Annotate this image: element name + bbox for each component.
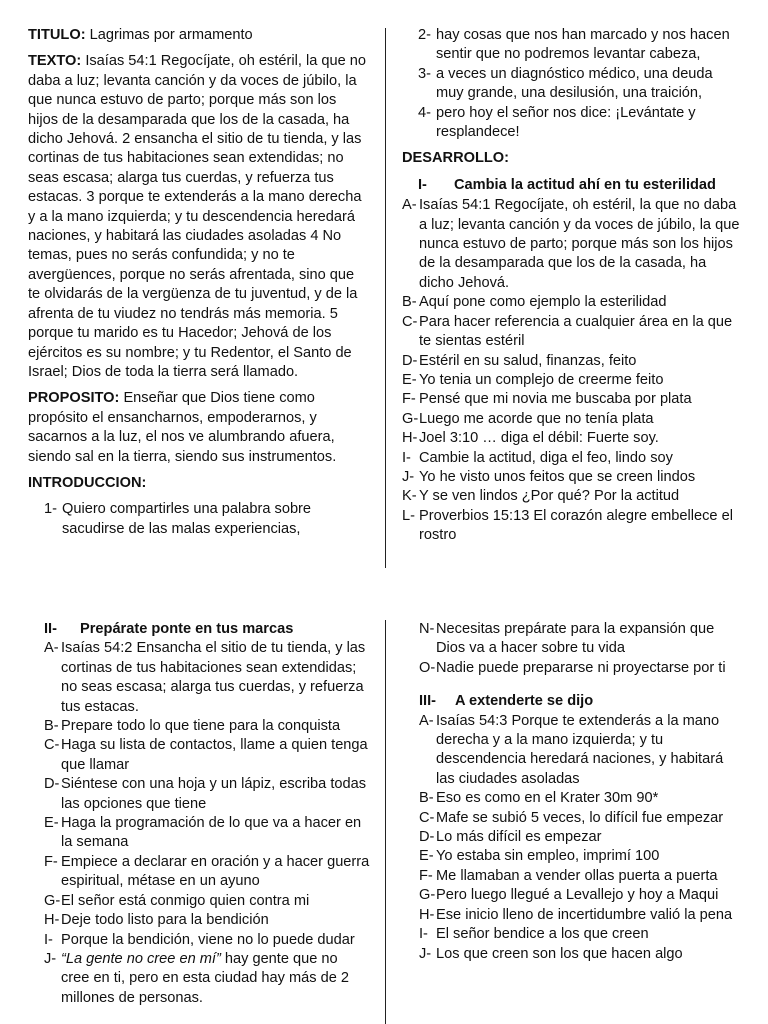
texto-label: TEXTO: xyxy=(28,53,82,70)
section-1-list xyxy=(402,196,742,545)
list-marker: B- xyxy=(419,790,434,807)
list-text: Pero luego llegué a Levallejo y hoy a Maqui xyxy=(436,887,719,904)
list-item xyxy=(44,639,370,717)
list-text: Me llamaban a vender ollas puerta a puerta xyxy=(436,867,718,884)
list-marker: N- xyxy=(419,621,435,637)
list-marker: G- xyxy=(44,892,61,909)
list-marker: K- xyxy=(402,488,417,505)
section-2-heading xyxy=(44,620,370,639)
column-divider-bottom xyxy=(385,620,386,1024)
list-text-rest: hay gente que no cree en ti, pero en esta ciudad hay más de 2 millones de personas. xyxy=(61,950,349,1006)
list-item xyxy=(402,196,742,293)
section-2-marker: II- xyxy=(44,621,57,637)
intro-list-continued xyxy=(402,26,742,142)
list-item xyxy=(44,931,370,950)
list-text: Nadie puede prepararse ni proyectarse por ti xyxy=(436,659,726,676)
list-text: Yo tenia un complejo de creerme feito xyxy=(419,371,664,388)
list-text: a veces un diagnóstico médico, una deuda muy grande, una desilusión, una traición, xyxy=(436,65,713,102)
list-text: Lo más difícil es empezar xyxy=(436,829,602,846)
section-3-heading xyxy=(419,692,742,711)
list-text: Mafe se subió 5 veces, lo difícil fue empezar xyxy=(436,809,724,826)
list-text: Siéntese con una hoja y un lápiz, escriba todas las opciones que tiene xyxy=(61,776,367,812)
list-item xyxy=(402,293,742,312)
list-text: Haga la programación de lo que va a hacer en la semana xyxy=(61,815,362,851)
list-text: pero hoy el señor nos dice: ¡Levántate y resplandece! xyxy=(436,104,696,141)
list-marker: 2- xyxy=(418,27,431,43)
list-marker: F- xyxy=(44,853,58,870)
list-item xyxy=(402,429,742,448)
list-marker: 3- xyxy=(418,65,431,82)
list-item xyxy=(402,390,742,409)
list-item xyxy=(419,847,742,866)
list-text: Empiece a declarar en oración y a hacer guerra espiritual, métase en un ayuno xyxy=(61,853,370,890)
list-text: Porque la bendición, viene no lo puede dudar xyxy=(61,931,355,948)
list-marker: I- xyxy=(44,931,53,948)
section-2-list-continued xyxy=(419,620,742,678)
list-marker: C- xyxy=(419,809,435,826)
list-text: Isaías 54:3 Porque te extenderás a la mano derecha y a la mano izquierda; y tu descendencia heredará naciones, y habitará las ciudades asoladas xyxy=(436,712,724,787)
list-text: Estéril en su salud, finanzas, feito xyxy=(419,352,637,369)
list-marker: I- xyxy=(402,449,411,466)
list-item xyxy=(419,659,742,678)
bottom-right-column xyxy=(419,620,742,964)
list-text: Necesitas prepárate para la expansión que Dios va a hacer sobre tu vida xyxy=(436,621,715,657)
top-left-column xyxy=(28,26,370,539)
list-item xyxy=(419,906,742,925)
list-text: Quiero compartirles una palabra sobre sacudirse de las malas experiencias, xyxy=(62,501,312,537)
list-text: Eso es como en el Krater 30m 90* xyxy=(436,790,659,807)
list-text xyxy=(61,950,370,1008)
list-item xyxy=(419,828,742,847)
list-item xyxy=(419,886,742,905)
list-item xyxy=(419,620,742,659)
list-text: Aquí pone como ejemplo la esterilidad xyxy=(419,294,667,311)
list-item xyxy=(402,507,742,546)
list-marker: H- xyxy=(402,430,418,447)
list-item xyxy=(419,945,742,964)
list-item xyxy=(402,313,742,352)
titulo-text: Lagrimas por armamento xyxy=(89,27,253,43)
list-marker: D- xyxy=(402,352,418,369)
list-marker: A- xyxy=(44,640,59,657)
list-item xyxy=(402,410,742,429)
list-marker: D- xyxy=(44,776,60,793)
list-marker: G- xyxy=(419,887,436,904)
list-marker: L- xyxy=(402,507,415,524)
list-marker: D- xyxy=(419,829,435,846)
list-text: Isaías 54:1 Regocíjate, oh estéril, la que no daba a luz; levanta canción y da voces de júbilo, la que nunca estuvo de parto; porque más son los hijos de la desamparada que los de la casada, ha dicho Jehová. xyxy=(419,197,740,291)
list-item xyxy=(402,352,742,371)
texto-text: Isaías 54:1 Regocíjate, oh estéril, la que no daba a luz; levanta canción y da voces de júbilo, la que nunca estuvo de parto; porque más son los hijos de la desamparada que los de la casada, ha dicho Jehová. 2 ensancha el sitio de tu tienda, y las cortinas de tus habitaciones sean extendidas; no seas escasa; alarga tus cuerdas, y refuerza tus estacas. 3 porque te extenderás a la mano derecha y a la mano izquierda; y tu descendencia heredará naciones, y habitará las ciudades asoladas 4 No temas, pues no serás confundida; y no te avergüences, porque no serás afrentada, sino que te olvidarás de la vergüenza de tu juventud, y de la afrenta de tu viudez no tendrás más memoria. 5 porque tu marido es tu Hacedor; Jehová de los ejércitos es su nombre; y tu Redentor, el Santo de Israel; Dios de toda la tierra será llamado. xyxy=(28,53,367,380)
list-text: Haga su lista de contactos, llame a quien tenga que llamar xyxy=(61,737,368,773)
list-item xyxy=(418,104,742,143)
list-text: Y se ven lindos ¿Por qué? Por la actitud xyxy=(419,488,680,505)
list-item xyxy=(44,500,370,539)
list-item xyxy=(402,371,742,390)
list-item xyxy=(402,468,742,487)
list-item xyxy=(419,867,742,886)
list-item xyxy=(419,925,742,944)
list-text: Proverbios 15:13 El corazón alegre embellece el rostro xyxy=(419,507,733,544)
list-item xyxy=(44,736,370,775)
list-text: Isaías 54:2 Ensancha el sitio de tu tienda, y las cortinas de tus habitaciones sean extendidas; no seas escasa; alarga tus cuerdas, y refuerza tus estacas. xyxy=(61,640,366,715)
desarrollo-heading: DESARROLLO: xyxy=(402,150,510,167)
list-marker: G- xyxy=(402,410,419,427)
list-item xyxy=(44,717,370,736)
list-marker: H- xyxy=(419,906,435,923)
list-text: Ese inicio lleno de incertidumbre valió la pena xyxy=(436,906,733,923)
section-2-list xyxy=(44,639,370,950)
list-item xyxy=(44,911,370,930)
list-text: Cambie la actitud, diga el feo, lindo soy xyxy=(419,449,673,466)
list-marker: 1- xyxy=(44,501,57,518)
list-marker: A- xyxy=(402,197,417,214)
section-3-marker: III- xyxy=(419,693,437,710)
texto-paragraph xyxy=(28,52,370,382)
list-item xyxy=(418,26,742,65)
list-text: Joel 3:10 … diga el débil: Fuerte soy. xyxy=(419,430,659,447)
list-marker: F- xyxy=(402,391,416,408)
quote-text: “La gente no cree en mí” xyxy=(61,950,221,967)
intro-list xyxy=(28,500,370,539)
list-item xyxy=(419,809,742,828)
list-item xyxy=(402,449,742,468)
list-marker: C- xyxy=(44,737,60,754)
list-marker: 4- xyxy=(418,104,431,121)
proposito-text: Enseñar que Dios tiene como propósito el ensancharnos, empoderarnos, y sacarnos a la luz, el nos ve alumbrando afuera, siendo sal en la tierra, siendo sus instrumentos. xyxy=(28,390,337,465)
list-item xyxy=(418,65,742,104)
list-item xyxy=(44,775,370,814)
list-marker: B- xyxy=(402,294,417,311)
list-text: Prepare todo lo que tiene para la conquista xyxy=(61,718,341,735)
list-text: Yo estaba sin empleo, imprimí 100 xyxy=(436,848,660,865)
list-text: Yo he visto unos feitos que se creen lindos xyxy=(419,468,696,485)
list-marker: I- xyxy=(419,926,428,943)
titulo-paragraph xyxy=(28,26,370,45)
list-item xyxy=(44,950,370,1008)
bottom-left-column xyxy=(44,620,370,1008)
list-text: El señor bendice a los que creen xyxy=(436,926,649,943)
titulo-label: TITULO: xyxy=(28,27,86,43)
list-marker: H- xyxy=(44,912,60,929)
section-1-heading xyxy=(418,176,742,195)
section-3-list xyxy=(419,712,742,964)
list-text: hay cosas que nos han marcado y nos hacen sentir que no podremos levantar cabeza, xyxy=(436,27,730,63)
section-3-title: A extenderte se dijo xyxy=(455,693,594,710)
list-item xyxy=(419,712,742,790)
section-1-title: Cambia la actitud ahí en tu esterilidad xyxy=(454,176,716,193)
list-text: El señor está conmigo quien contra mi xyxy=(61,892,310,909)
list-marker: E- xyxy=(402,371,417,388)
list-marker: J- xyxy=(402,468,415,485)
list-marker: F- xyxy=(419,867,433,884)
top-right-column xyxy=(402,26,742,546)
section-1-marker: I- xyxy=(418,176,427,193)
list-item xyxy=(44,853,370,892)
list-marker: B- xyxy=(44,718,59,735)
list-marker: E- xyxy=(419,848,434,865)
list-marker: C- xyxy=(402,313,418,330)
list-text: Luego me acorde que no tenía plata xyxy=(419,410,654,427)
list-text: Los que creen son los que hacen algo xyxy=(436,945,683,962)
list-text: Para hacer referencia a cualquier área en la que te sientas estéril xyxy=(419,313,733,350)
list-text: Deje todo listo para la bendición xyxy=(61,912,269,929)
list-marker: O- xyxy=(419,659,436,676)
list-marker: J- xyxy=(419,945,432,962)
proposito-label: PROPOSITO: xyxy=(28,390,120,407)
proposito-paragraph xyxy=(28,389,370,467)
list-marker: A- xyxy=(419,712,434,729)
introduccion-heading: INTRODUCCION: xyxy=(28,474,147,491)
list-item xyxy=(402,487,742,506)
section-2-title: Prepárate ponte en tus marcas xyxy=(80,621,294,637)
list-text: Pensé que mi novia me buscaba por plata xyxy=(419,391,692,408)
list-item xyxy=(419,789,742,808)
column-divider-top xyxy=(385,28,386,568)
list-item xyxy=(44,892,370,911)
list-item xyxy=(44,814,370,853)
list-marker: J- xyxy=(44,950,57,967)
list-marker: E- xyxy=(44,815,59,832)
